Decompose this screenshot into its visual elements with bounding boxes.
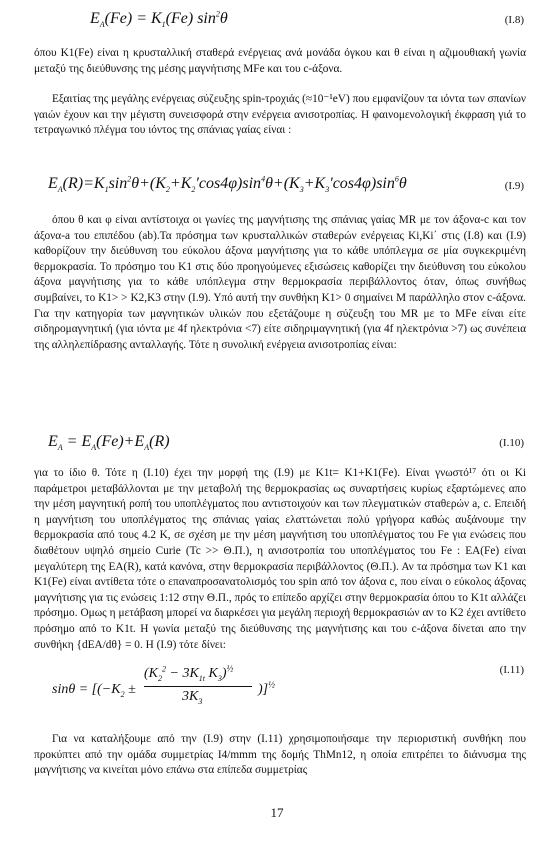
equation-i9: $E_A(R)=K_1\sin^2\theta+(K_2+K_2'\cos 4\varphi)\sin^4\theta+(K_3+K_3'\cos 4\varphi)\sin^6\theta$ — [48, 174, 407, 195]
paragraph-4: για το ίδιο θ. Τότε η (I.10) έχει την μορφή της (I.9) με K1t= K1+K1(Fe). Είναι γνωστό¹⁷ ότι οι Ki παράμετροι μεταβάλλονται με την μεταβολή της θερμοκρασίας ως συναρτήσεις κυρίως εξαρτώμενες απο την μέση μαγνητική ροπή του υποπλέγματος που αντιστοιχούν και των πλεγματικών σταθερών a, c. Επειδή η μαγνήτιση του υποπλέγματος της σπάνιας γαίας ελαττώνεται πολύ γρήγορα καθώς αυξάνουμε την θερμοκρασία από τους 4.2 K, σε σχέση με την μέση μαγνήτιση του υποπλέγματος του Fe για ενώσεις που διαθέτουν υψηλό σημείο Curie (Tc >> Θ.Π.), η ανισοτροπία του υποπλέγματος του Fe : EA(Fe) είναι μεγαλύτερη της EA(R), κατά κανόνα, στην θερμοκρασία περιβάλλοντος (Θ.Π.). Αν τα πρόσημα των K1 και K1(Fe) είναι αντίθετα τότε ο επαναπροσανατολισμός του spin από τον άξονα c, που είναι ο εύκολος άξονας μαγνήτισης για τις ενώσεις 1:12 στην Θ.Π., πρός το επίπεδο αρχίζει στην θερμοκρασία όπου το K1t αλλάζει πρόσημο. Ομως η μετάβαση μπορεί να διαρκέσει για μεγάλη περιοχή θερμοκρασιών αν το K2 έχει αντίθετο πρόσημο από το K1t. Η γωνία μεταξύ της διεύθυνσης της μαγνήτισης και του c-άξονα δίνεται απο την συνθήκη {dEA/dθ} = 0. Η (I.9) τότε δίνει: — [34, 467, 526, 651]
equation-number-i9: (I.9) — [504, 180, 524, 192]
equation-i11: $\sin\theta = [(-K_2$ ± ($K_2^2 - 3K_{1t}$ $K_3)^{\frac{1}{2}}$ $3K_3$ )]$^{\frac{1}{2}}$ — [52, 663, 275, 706]
equation-i8: $E_A(Fe) = K_1(Fe)$ $\sin^2\theta$ — [90, 9, 228, 30]
equation-i10: $E_A = E_A(Fe)+E_A(R)$ — [48, 433, 170, 453]
equation-number-i8: (I.8) — [504, 14, 524, 26]
paragraph-3: όπου θ και φ είναι αντίστοιχα οι γωνίες της μαγνήτισης της σπάνιας γαίας MR με τον άξονα-c και τον άξονα-a του επιπέδου (ab).Τα πρόσημα των κρυσταλλικών σταθερών ενέργειας Ki,Ki΄ στις (I.8) και (I.9) καθορίζουν την διεύθυνση του εύκολου άξονα μαγνήτισης για το κάθε υπόπλεγμα σε μία συγκεκριμένη θερμοκρασία. Το πρόσημο του K1 στις δύο προηγούμενες εξισώσεις καθορίζει την διεύθυνση του εύκολου άξονα μαγνήτισης για το κάθε υπόπλεγμα στην θερμοκρασία περιβάλλοντος όταν, όπως συνήθως συμβαίνει, το K1> > K2,K3 στην (I.9). Υπό αυτή την συνθήκη K1> 0 σημαίνει M παράλληλο στον c-άξονα. Για την κατηγορία των μαγνητικών υλικών που εξετάζουμε η σύζευξη του MR με το MFe είναι είτε σιδηρομαγνητική (για ιόντα με 4f ηλεκτρόνια <7) είτε σιδηριμαγνητική (για 4f ηλεκτρόνια >7) ως συνέπεια της αλληλεπίδρασης ανταλλαγής. Τότε η συνολική ενέργεια ανισοτροπίας είναι: — [34, 214, 526, 351]
page-number: 17 — [270, 805, 284, 820]
equation-number-i11: (I.11) — [499, 664, 524, 676]
paragraph-5: Για να καταλήξουμε από την (I.9) στην (I.11) χρησιμοποιήσαμε την περιοριστική συνθήκη που προκύπτει από την ομάδα συμμετρίας I4/mmm της δομής ThMn12, η οποία επιτρέπει το διάνυσμα της μαγνήτισης να κινείται μόνο επάνω στα επίπεδα συμμετρίας — [34, 733, 526, 777]
paragraph-1: όπου K1(Fe) είναι η κρυσταλλική σταθερά ενέργειας ανά μονάδα όγκου και θ είναι η αζιμουθιακή γωνία μεταξύ της διεύθυνσης της μέσης μαγνήτισης MFe και του c-άξονα. — [34, 47, 526, 75]
paragraph-2: Εξαιτίας της μεγάλης ενέργειας σύζευξης spin-τροχιάς (≈10⁻¹eV) που εμφανίζουν τα ιόντα των σπανίων γαιών έχουν και την μέγιστη συνεισφορά στην ενέργεια ανισοτροπίας. Η φαινομενολογική έκφραση γιά το τετραγωνικό πλέγμα του ιόντος της σπάνιας γαίας είναι : — [34, 93, 526, 137]
equation-number-i10: (I.10) — [499, 437, 524, 449]
